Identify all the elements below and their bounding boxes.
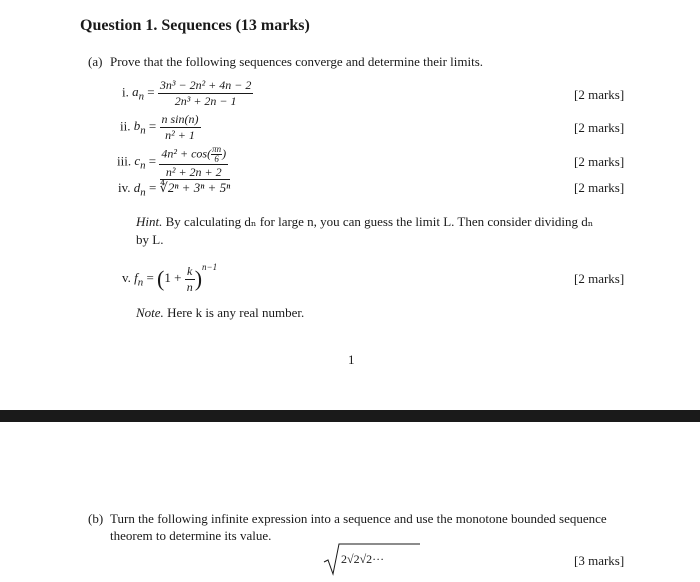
- item-iii-inner-fraction: $\frac{\pi n}{6}$: [212, 144, 222, 164]
- item-v-marks: [2 marks]: [574, 271, 625, 286]
- item-ii-fraction: [160, 112, 201, 143]
- item-iv: iv. $d_n$ = ∜2ⁿ + 3ⁿ + 5ⁿ: [118, 180, 231, 199]
- item-iii-label: iii.: [117, 153, 132, 169]
- item-v: v. $f_n = (1$ + $\frac{k}{n}$ )$^{n-1}$: [122, 262, 218, 294]
- note-label: Note.: [136, 305, 164, 320]
- item-ii: ii. $b_n$ = $\frac{\text{n sin(n)}}{\text{n² + 1}}$: [120, 112, 199, 142]
- item-ii-denominator: n² + 1: [165, 128, 195, 142]
- item-iii-denominator: n² + 2n + 2: [165, 165, 222, 179]
- question-title: Question 1. Sequences (13 marks): [80, 17, 310, 34]
- part-b-expression: [322, 540, 422, 576]
- part-b-label: (b): [88, 511, 104, 526]
- item-v-lhs: $f_n$: [134, 270, 144, 289]
- part-b-marks: [3 marks]: [574, 553, 625, 568]
- part-a-label: (a): [88, 54, 103, 69]
- item-i-lhs: $a_n$: [132, 84, 145, 104]
- item-i-numerator: 3n³ − 2n² + 4n − 2: [159, 78, 252, 92]
- item-i-label: i.: [122, 84, 129, 100]
- item-iv-marks: [2 marks]: [574, 180, 625, 195]
- note: [136, 305, 304, 321]
- item-ii-numerator: n sin(n): [161, 112, 199, 126]
- part-b-line1: Turn the following infinite expression into a sequence and use the monotone bounded sequence: [110, 511, 607, 526]
- item-v-exponent: n−1: [202, 262, 218, 272]
- item-iv-label: iv.: [118, 180, 131, 195]
- note-text: Here k is any real number.: [167, 305, 305, 320]
- item-iii-numerator: 4n² + cos( $\frac{\pi n}{6}$ ): [161, 144, 227, 164]
- nested-radical-text: 2√2√2···: [341, 552, 385, 566]
- hint-line1: [136, 214, 593, 230]
- item-iii: iii. $c_n$ = 4n² + cos( $\frac{\pi n}{6}$ ) n² + 2n + 2: [117, 144, 227, 179]
- item-v-one: 1 +: [164, 270, 182, 285]
- item-i-fraction: [158, 78, 254, 109]
- hint-text-1: By calculating dₙ for large n, you can guess the limit L. Then consider dividing dₙ: [165, 214, 594, 229]
- item-i: i. $a_n$ = $\frac{\text{3n³ − 2n² + 4n − 2}}{\text{2n³ + 2n − 1}}$: [122, 78, 252, 108]
- part-a-intro: Prove that the following sequences converge and determine their limits.: [110, 54, 484, 69]
- item-ii-lhs: $b_n$: [133, 118, 146, 138]
- item-i-marks: [2 marks]: [574, 87, 625, 102]
- item-iii-fraction: [159, 145, 228, 180]
- item-i-denominator: 2n³ + 2n − 1: [174, 94, 237, 108]
- item-v-fraction: $\frac{k}{n}$: [186, 263, 193, 294]
- item-ii-label: ii.: [120, 118, 131, 134]
- hint-label: Hint.: [136, 214, 163, 229]
- item-iii-marks: [2 marks]: [574, 154, 625, 169]
- page-divider: [0, 410, 700, 422]
- item-v-label: v.: [122, 270, 131, 285]
- item-iii-lhs: $c_n$: [134, 153, 146, 173]
- item-iv-expression: ∜2ⁿ + 3ⁿ + 5ⁿ: [159, 180, 231, 195]
- hint-line2: by L.: [136, 232, 164, 247]
- item-ii-marks: [2 marks]: [574, 120, 625, 135]
- part-b-line2: theorem to determine its value.: [110, 528, 272, 543]
- page-number: 1: [348, 352, 355, 367]
- item-iv-lhs: $d_n$: [133, 180, 146, 199]
